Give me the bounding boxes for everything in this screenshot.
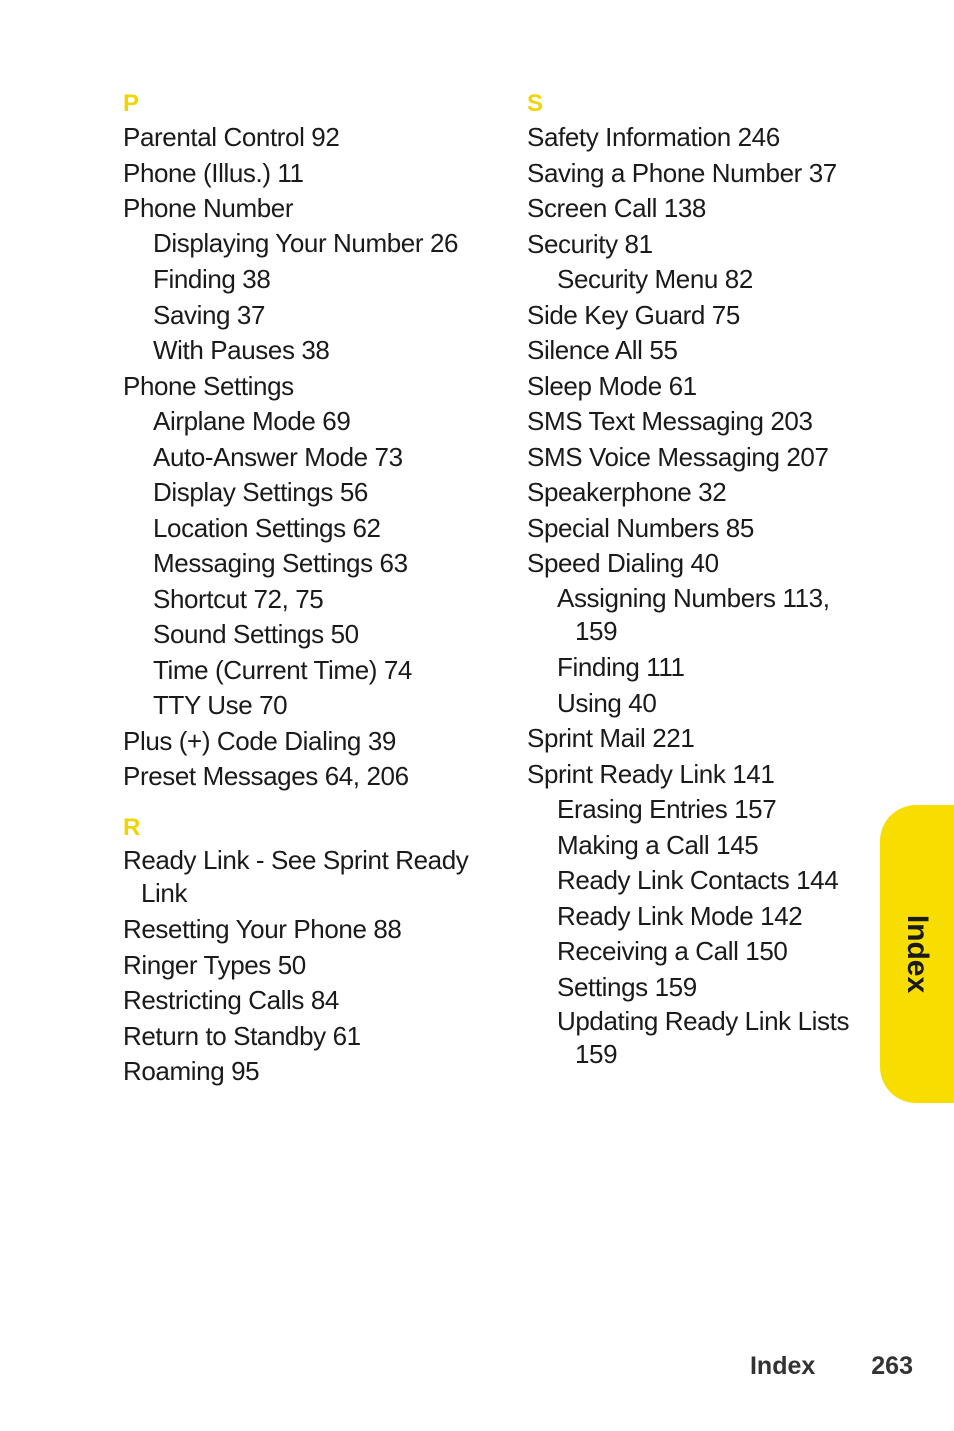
index-subentry: Assigning Numbers 113, 159 [557,582,830,646]
index-entry: Restricting Calls 84 [123,985,339,1015]
index-subentry: Ready Link Contacts 144 [557,865,839,895]
side-tab-label: Index [901,914,934,994]
index-subentry: Ready Link Mode 142 [557,900,803,931]
index-entry: Preset Messages 64, 206 [123,761,409,791]
index-subentry: Location Settings 62 [153,512,381,543]
index-subentry: Settings 159 [557,971,697,1002]
index-subentry: Finding 111 [557,652,685,682]
index-entry: Speed Dialing 40 [527,548,719,578]
index-entry: Phone Number [123,193,294,223]
index-entry: Screen Call 138 [527,193,706,223]
index-subentry: Saving 37 [153,299,266,330]
index-entry: Sprint Mail 221 [527,723,695,753]
index-subentry: Shortcut 72, 75 [153,583,324,614]
index-subentry: Sound Settings 50 [153,619,359,649]
footer-section-label: Index [749,1352,816,1380]
index-section-p [123,88,483,795]
index-entry: Silence All 55 [527,335,678,365]
index-subentry: Making a Call 145 [557,829,759,860]
index-subentry: Receiving a Call 150 [557,936,788,966]
index-entry: Resetting Your Phone 88 [123,914,402,944]
index-subentry: Airplane Mode 69 [153,406,351,436]
index-subentry: TTY Use 70 [153,690,288,720]
page-number: 263 [871,1352,913,1380]
section-letter: R [123,813,141,841]
index-entry: Parental Control 92 [123,122,340,152]
index-subentry: Displaying Your Number 26 [153,227,459,258]
index-entry: Ringer Types 50 [123,949,306,980]
index-entry: Phone Settings [123,370,294,401]
section-letter: P [123,90,140,117]
index-subentry: Updating Ready Link Lists 159 [557,1006,850,1069]
index-column-left [123,88,483,1090]
index-column-right [527,88,857,1074]
index-entry: Safety Information 246 [527,122,780,152]
index-subentry: Erasing Entries 157 [557,794,777,824]
index-entry: Phone (Illus.) 11 [123,157,304,188]
index-entry: Sleep Mode 61 [527,370,697,401]
index-subentry: Finding 38 [153,264,271,294]
index-subentry: With Pauses 38 [153,335,330,365]
index-entry: Ready Link - See Sprint Ready Link [123,844,469,908]
section-letter: S [527,90,544,117]
index-entry: Roaming 95 [123,1056,260,1086]
index-entry: Sprint Ready Link 141 [527,758,775,789]
index-subentry: Security Menu 82 [557,264,753,294]
index-side-tab [880,805,954,1103]
index-section-r [123,812,483,1090]
index-section-s [527,88,857,1071]
index-entry: SMS Voice Messaging 207 [527,441,829,472]
page-footer [750,1348,913,1384]
index-entry: Speakerphone 32 [527,477,727,507]
index-subentry: Display Settings 56 [153,477,368,507]
index-entry: Special Numbers 85 [527,512,754,543]
index-entry: Plus (+) Code Dialing 39 [123,725,396,756]
index-subentry: Using 40 [557,687,657,718]
index-entry: Saving a Phone Number 37 [527,157,837,188]
index-subentry: Auto-Answer Mode 73 [153,441,403,472]
index-entry: Side Key Guard 75 [527,299,740,330]
index-entry: Return to Standby 61 [123,1020,361,1051]
index-subentry: Messaging Settings 63 [153,548,408,578]
index-entry: Security 81 [527,228,653,259]
index-subentry: Time (Current Time) 74 [153,654,412,685]
index-entry: SMS Text Messaging 203 [527,406,813,436]
